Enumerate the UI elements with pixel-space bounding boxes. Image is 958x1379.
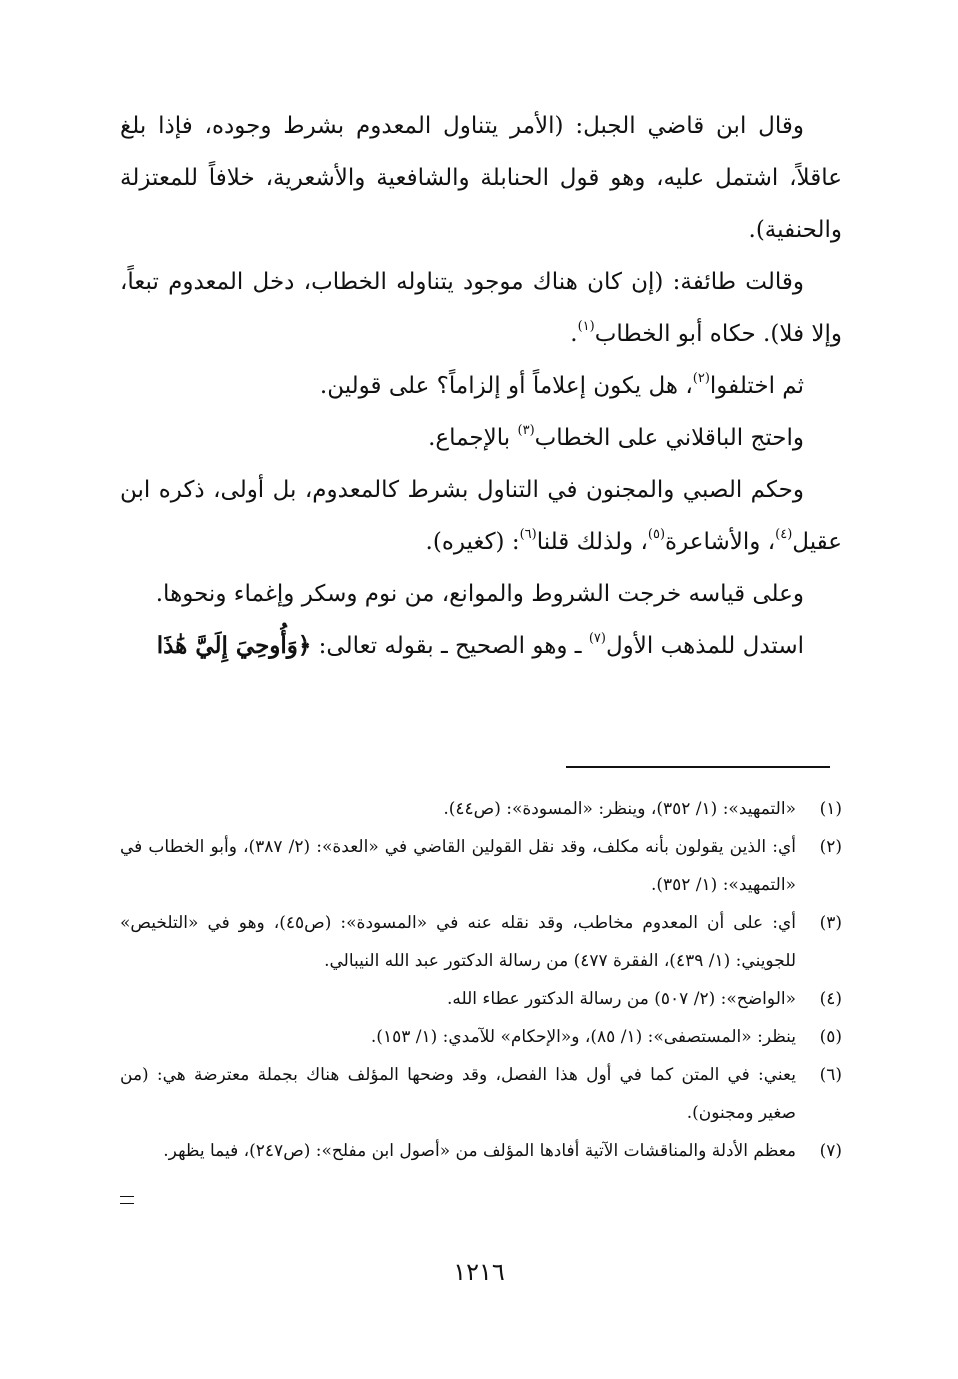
footnote-number: (٧) <box>819 1141 842 1161</box>
paragraph-5: وحكم الصبي والمجنون في التناول بشرط كالمعدوم، بل أولى، ذكره ابن عقيل$^{(٤)}$، والأشاعرة$^{(٥)}$، ولذلك قلنا$^{(٦)}$: (كغيره). <box>120 477 842 555</box>
paragraph-4: واحتج الباقلاني على الخطاب$^{(٣)}$ بالإجماع. <box>428 423 804 451</box>
quran-verse: ﴿وَأُوحِيَ إِلَيَّ هَٰذَا <box>156 632 312 659</box>
footnote-separator <box>566 766 830 768</box>
footnote-number: (٢) <box>819 837 842 857</box>
footnote-number: (١) <box>819 799 842 819</box>
footnote-text: معظم الأدلة والمناقشات الآتية أفادها المؤلف من «أصول ابن مفلح»: (ص٢٤٧)، فيما يظهر. <box>163 1141 796 1161</box>
paragraph-6: وعلى قياسه خرجت الشروط والموانع، من نوم وسكر وإغماء ونحوها. <box>155 581 804 607</box>
paragraph-1: وقال ابن قاضي الجبل: (الأمر يتناول المعدوم بشرط وجوده، فإذا بلغ عاقلاً، اشتمل عليه، وهو قول الحنابلة والشافعية والأشعرية، خلافاً للمعتزلة والحنفية). <box>120 113 842 243</box>
footnote-ref-6[interactable]: (٦) <box>519 527 537 543</box>
footnote-ref-5[interactable]: (٥) <box>647 527 666 543</box>
paragraph-2: وقالت طائفة: (إن كان هناك موجود يتناوله الخطاب، دخل المعدوم تبعاً، وإلا فلا). حكاه أبو الخطاب$^{(١)}$. <box>120 269 842 347</box>
footnote-ref-1[interactable]: (١) <box>577 319 595 335</box>
page-number: ١٢١٦ <box>453 1258 505 1286</box>
footnote-item <box>120 790 842 828</box>
footnote-number: (٣) <box>819 913 842 933</box>
footnote-item <box>120 1056 842 1132</box>
paragraph-3: ثم اختلفوا$^{(٢)}$، هل يكون إعلاماً أو إلزاماً؟ على قولين. <box>319 371 804 399</box>
footnote-number: (٦) <box>819 1065 842 1085</box>
footnote-text: يعني: في المتن كما في أول هذا الفصل، وقد وضحها المؤلف هناك بجملة معترضة هي: (من صغير ومجنون). <box>120 1065 796 1123</box>
footnotes <box>120 790 842 1170</box>
footnote-text: أي: على أن المعدوم مخاطب، وقد نقله عنه في «المسودة»: (ص٤٥)، وهو في «التلخيص» للجويني: (١/ ٤٣٩)، الفقرة ٤٧٧) من رسالة الدكتور عبد الله النيبالي. <box>120 913 796 971</box>
footnote-item <box>120 828 842 904</box>
footnote-text: «الواضح»: (٢/ ٥٠٧) من رسالة الدكتور عطاء الله. <box>446 989 796 1009</box>
footnote-ref-4[interactable]: (٤) <box>775 527 793 543</box>
paragraph-7: استدل للمذهب الأول$^{(٧)}$ ـ وهو الصحيح ـ بقوله تعالى: ﴿وَأُوحِيَ إِلَيَّ هَٰذَا <box>156 631 804 659</box>
footnote-number: (٤) <box>819 989 842 1009</box>
continuation-mark <box>120 1196 134 1204</box>
footnote-text: «التمهيد»: (١/ ٣٥٢)، وينظر: «المسودة»: (ص٤٤). <box>443 799 796 819</box>
footnote-ref-2[interactable]: (٢) <box>692 371 710 387</box>
main-text <box>120 100 842 672</box>
footnote-text: أي: الذين يقولون بأنه مكلف، وقد نقل القولين القاضي في «العدة»: (٢/ ٣٨٧)، وأبو الخطاب في «التمهيد»: (١/ ٣٥٢). <box>120 837 797 895</box>
footnote-item <box>120 1132 842 1170</box>
footnote-ref-7[interactable]: (٧) <box>588 631 606 647</box>
footnote-ref-3[interactable]: (٣) <box>517 423 535 439</box>
footnote-item <box>120 980 842 1018</box>
footnote-number: (٥) <box>819 1027 842 1047</box>
footnote-text: ينظر: «المستصفى»: (١/ ٨٥)، و«الإحكام» للآمدي: (١/ ١٥٣). <box>370 1027 796 1047</box>
footnote-item <box>120 904 842 980</box>
footnote-item <box>120 1018 842 1056</box>
